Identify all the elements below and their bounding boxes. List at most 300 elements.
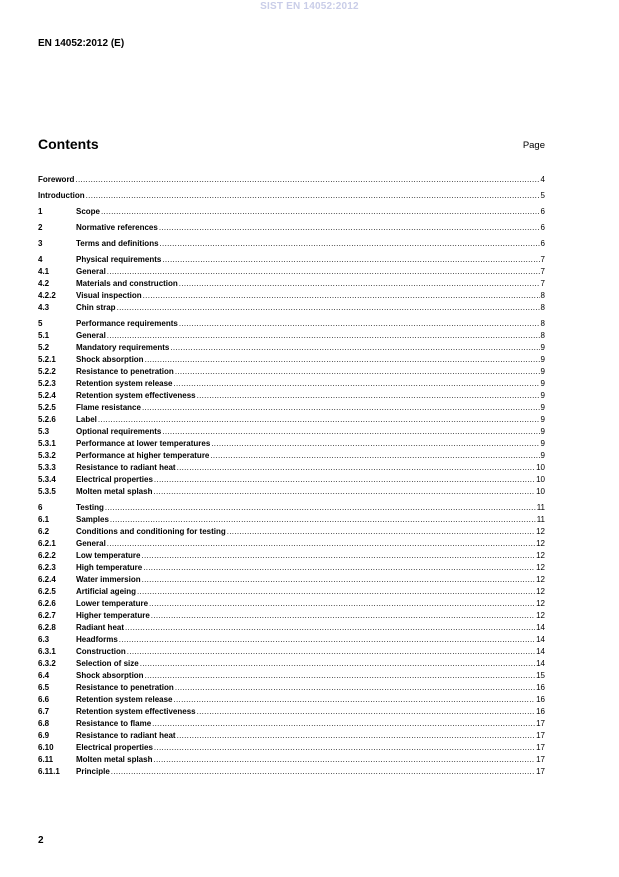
toc-entry-number: 5.2.3	[38, 379, 56, 388]
toc-entry-number: 6.1	[38, 515, 50, 524]
toc-entry[interactable]	[38, 694, 545, 706]
toc-entry-number: 6.2.1	[38, 539, 56, 548]
toc-entry-title: General	[76, 267, 106, 276]
toc-dot-leader	[101, 206, 540, 218]
toc-dot-leader	[151, 610, 535, 622]
toc-entry-page: 14	[536, 659, 545, 668]
toc-dot-leader	[107, 330, 540, 342]
toc-entry-page: 7	[540, 255, 545, 264]
toc-entry[interactable]	[38, 206, 545, 218]
toc-entry-page: 9	[540, 439, 545, 448]
toc-entry-title: Headforms	[76, 635, 118, 644]
toc-entry-number: 6.10	[38, 743, 54, 752]
toc-entry-title-wrap	[76, 450, 540, 462]
toc-entry-number: 6.6	[38, 695, 50, 704]
toc-entry-page: 14	[536, 635, 545, 644]
toc-dot-leader	[174, 378, 540, 390]
toc-entry[interactable]	[38, 390, 545, 402]
toc-entry-title: Retention system effectiveness	[76, 707, 196, 716]
toc-section	[38, 222, 545, 234]
toc-dot-leader	[141, 550, 535, 562]
toc-section	[38, 206, 545, 218]
toc-entry-title-wrap	[76, 586, 535, 598]
toc-entry-title-wrap	[76, 730, 535, 742]
toc-dot-leader	[149, 598, 535, 610]
toc-entry-title-wrap	[76, 462, 535, 474]
toc-entry[interactable]	[38, 526, 545, 538]
toc-entry-title-wrap	[76, 502, 536, 514]
toc-entry[interactable]	[38, 402, 545, 414]
toc-entry[interactable]	[38, 474, 545, 486]
toc-dot-leader	[227, 526, 535, 538]
table-of-contents	[38, 174, 545, 782]
toc-entry[interactable]	[38, 574, 545, 586]
toc-entry-number: 5.3.5	[38, 487, 56, 496]
toc-dot-leader	[145, 354, 540, 366]
toc-entry-number: 5.2.2	[38, 367, 56, 376]
toc-entry-title-wrap	[76, 414, 540, 426]
toc-entry-page: 16	[536, 683, 545, 692]
toc-entry[interactable]	[38, 278, 545, 290]
toc-dot-leader	[119, 634, 535, 646]
toc-entry-title: Foreword	[38, 175, 75, 184]
toc-entry-number: 5.2.5	[38, 403, 56, 412]
toc-entry-title-wrap	[76, 598, 535, 610]
toc-entry-number: 6.2.4	[38, 575, 56, 584]
toc-entry-title: Shock absorption	[76, 671, 144, 680]
toc-entry-title-wrap	[76, 658, 535, 670]
toc-entry-number: 4.2.2	[38, 291, 56, 300]
toc-entry[interactable]	[38, 598, 545, 610]
toc-entry-page: 11	[536, 515, 545, 524]
toc-dot-leader	[143, 290, 540, 302]
toc-entry-page: 10	[536, 475, 545, 484]
toc-entry-title: Resistance to penetration	[76, 683, 174, 692]
toc-entry-title-wrap	[76, 670, 535, 682]
toc-entry-number: 6.4	[38, 671, 50, 680]
toc-entry-number: 2	[38, 223, 43, 232]
toc-entry[interactable]	[38, 190, 545, 202]
toc-entry-title: High temperature	[76, 563, 143, 572]
toc-entry-title-wrap	[76, 646, 535, 658]
toc-entry-title: Label	[76, 415, 97, 424]
toc-entry-title-wrap	[76, 486, 535, 498]
toc-entry-page: 8	[540, 319, 545, 328]
toc-entry-title-wrap	[76, 402, 540, 414]
toc-entry-page: 17	[536, 767, 545, 776]
toc-entry-number: 4.2	[38, 279, 50, 288]
toc-entry[interactable]	[38, 502, 545, 514]
toc-entry-title: Retention system release	[76, 379, 173, 388]
toc-entry-page: 9	[540, 367, 545, 376]
toc-entry-title-wrap	[76, 682, 535, 694]
toc-entry-title: Performance requirements	[76, 319, 178, 328]
toc-entry-title: Physical requirements	[76, 255, 162, 264]
toc-entry-page: 16	[536, 707, 545, 716]
toc-entry[interactable]	[38, 438, 545, 450]
toc-dot-leader	[105, 502, 536, 514]
toc-entry-number: 6.2.3	[38, 563, 56, 572]
toc-entry-title-wrap	[76, 378, 540, 390]
toc-entry-title-wrap	[76, 610, 535, 622]
toc-entry-title: Performance at higher temperature	[76, 451, 210, 460]
toc-entry[interactable]	[38, 266, 545, 278]
toc-entry[interactable]	[38, 254, 545, 266]
toc-entry-title-wrap	[76, 278, 540, 290]
toc-dot-leader	[177, 730, 536, 742]
toc-entry-number: 6.5	[38, 683, 50, 692]
toc-section	[38, 502, 545, 778]
toc-entry-title-wrap	[76, 574, 535, 586]
toc-entry-number: 6.3.1	[38, 647, 56, 656]
toc-entry-title-wrap	[76, 634, 535, 646]
toc-entry-title: Chin strap	[76, 303, 116, 312]
toc-entry[interactable]	[38, 222, 545, 234]
toc-entry-title-wrap	[76, 550, 535, 562]
toc-entry-title: Higher temperature	[76, 611, 150, 620]
toc-dot-leader	[197, 390, 540, 402]
toc-entry-title: Introduction	[38, 191, 85, 200]
toc-entry-page: 8	[540, 303, 545, 312]
toc-entry-number: 6.7	[38, 707, 50, 716]
toc-entry-title-wrap	[76, 562, 535, 574]
toc-entry[interactable]	[38, 302, 545, 314]
toc-section	[38, 254, 545, 314]
toc-entry-title-wrap	[76, 390, 540, 402]
toc-dot-leader	[86, 190, 540, 202]
toc-entry-number: 5.3.2	[38, 451, 56, 460]
toc-entry[interactable]	[38, 646, 545, 658]
toc-entry-title-wrap	[76, 514, 536, 526]
toc-entry-number: 5.2	[38, 343, 50, 352]
toc-entry-page: 12	[536, 575, 545, 584]
toc-entry[interactable]	[38, 514, 545, 526]
toc-dot-leader	[175, 682, 535, 694]
toc-entry[interactable]	[38, 318, 545, 330]
toc-entry-title: General	[76, 539, 106, 548]
toc-entry-title: General	[76, 331, 106, 340]
toc-entry-page: 9	[540, 427, 545, 436]
toc-entry-title-wrap	[76, 474, 535, 486]
toc-entry-title-wrap	[76, 342, 540, 354]
toc-dot-leader	[162, 254, 539, 266]
toc-entry-title-wrap	[76, 622, 535, 634]
toc-section	[38, 190, 545, 202]
toc-entry-page: 12	[536, 599, 545, 608]
toc-entry-page: 10	[536, 487, 545, 496]
toc-entry-number: 5.2.6	[38, 415, 56, 424]
toc-entry-title-wrap	[76, 742, 535, 754]
toc-dot-leader	[154, 474, 535, 486]
toc-entry[interactable]	[38, 766, 545, 778]
toc-entry-page: 14	[536, 623, 545, 632]
toc-entry[interactable]	[38, 462, 545, 474]
toc-dot-leader	[137, 586, 535, 598]
toc-dot-leader	[153, 754, 535, 766]
toc-section	[38, 238, 545, 250]
toc-entry-title: Resistance to penetration	[76, 367, 174, 376]
toc-dot-leader	[117, 302, 540, 314]
toc-entry[interactable]	[38, 538, 545, 550]
toc-entry-title: Electrical properties	[76, 743, 153, 752]
toc-entry-title: Testing	[76, 503, 104, 512]
toc-entry-title-wrap	[76, 222, 540, 234]
toc-entry[interactable]	[38, 366, 545, 378]
toc-entry-page: 9	[540, 379, 545, 388]
toc-entry-page: 4	[540, 175, 545, 184]
toc-entry-title: Visual inspection	[76, 291, 142, 300]
toc-dot-leader	[179, 318, 540, 330]
toc-entry-number: 6.2	[38, 527, 50, 536]
toc-entry-title-wrap	[76, 438, 540, 450]
toc-entry-page: 6	[540, 239, 545, 248]
toc-entry-title: Resistance to flame	[76, 719, 152, 728]
toc-dot-leader	[179, 278, 540, 290]
toc-entry-page: 6	[540, 223, 545, 232]
toc-entry-number: 6.11.1	[38, 767, 60, 776]
watermark: SIST EN 14052:2012	[260, 1, 359, 12]
toc-dot-leader	[177, 462, 536, 474]
toc-entry-title-wrap	[38, 190, 540, 202]
toc-entry-title-wrap	[76, 254, 540, 266]
toc-entry-number: 1	[38, 207, 43, 216]
toc-entry-number: 6.8	[38, 719, 50, 728]
toc-dot-leader	[170, 342, 539, 354]
toc-entry-page: 9	[540, 391, 545, 400]
toc-entry-number: 6.2.7	[38, 611, 56, 620]
toc-entry[interactable]	[38, 562, 545, 574]
toc-entry[interactable]	[38, 658, 545, 670]
toc-dot-leader	[211, 438, 539, 450]
toc-dot-leader	[197, 706, 535, 718]
toc-dot-leader	[175, 366, 540, 378]
toc-entry-page: 6	[540, 207, 545, 216]
toc-entry-number: 5.2.1	[38, 355, 56, 364]
toc-entry[interactable]	[38, 670, 545, 682]
toc-entry-title-wrap	[76, 366, 540, 378]
toc-entry-page: 9	[540, 403, 545, 412]
toc-dot-leader	[98, 414, 540, 426]
toc-entry-title: Selection of size	[76, 659, 139, 668]
toc-entry-title: Molten metal splash	[76, 487, 153, 496]
toc-entry-number: 5.3.4	[38, 475, 56, 484]
toc-entry-title-wrap	[76, 694, 535, 706]
toc-entry-page: 9	[540, 415, 545, 424]
toc-dot-leader	[143, 562, 535, 574]
toc-entry-title: Optional requirements	[76, 427, 162, 436]
toc-entry-number: 6.3	[38, 635, 50, 644]
toc-entry-title: Low temperature	[76, 551, 141, 560]
toc-dot-leader	[111, 766, 535, 778]
toc-entry-page: 7	[540, 267, 545, 276]
toc-entry-title-wrap	[76, 766, 535, 778]
toc-entry-number: 6.3.2	[38, 659, 56, 668]
toc-entry-number: 6.9	[38, 731, 50, 740]
toc-entry-title: Principle	[76, 767, 110, 776]
toc-entry[interactable]	[38, 414, 545, 426]
toc-entry-page: 8	[540, 331, 545, 340]
toc-dot-leader	[110, 514, 536, 526]
toc-entry-page: 9	[540, 355, 545, 364]
toc-dot-leader	[125, 622, 535, 634]
toc-entry[interactable]	[38, 426, 545, 438]
toc-entry-page: 12	[536, 551, 545, 560]
toc-entry-title-wrap	[76, 526, 535, 538]
toc-entry-title: Resistance to radiant heat	[76, 463, 176, 472]
toc-entry[interactable]	[38, 290, 545, 302]
toc-entry-number: 4.3	[38, 303, 50, 312]
toc-entry[interactable]	[38, 706, 545, 718]
toc-entry-number: 4.1	[38, 267, 50, 276]
toc-dot-leader	[107, 538, 535, 550]
toc-dot-leader	[140, 658, 535, 670]
toc-entry[interactable]	[38, 342, 545, 354]
toc-entry-title-wrap	[76, 538, 535, 550]
toc-entry-title: Radiant heat	[76, 623, 125, 632]
toc-entry[interactable]	[38, 610, 545, 622]
toc-entry-page: 17	[536, 731, 545, 740]
toc-entry-title: Mandatory requirements	[76, 343, 170, 352]
toc-entry-title: Terms and definitions	[76, 239, 159, 248]
toc-entry-title: Artificial ageing	[76, 587, 137, 596]
toc-entry-number: 6.2.8	[38, 623, 56, 632]
toc-entry-title: Scope	[76, 207, 101, 216]
toc-dot-leader	[75, 174, 539, 186]
toc-entry-title-wrap	[76, 354, 540, 366]
toc-dot-leader	[152, 718, 535, 730]
toc-entry-title-wrap	[38, 174, 540, 186]
toc-entry-number: 5.3.3	[38, 463, 56, 472]
toc-entry-title: Lower temperature	[76, 599, 149, 608]
toc-entry-title-wrap	[76, 718, 535, 730]
toc-entry-page: 12	[536, 611, 545, 620]
toc-entry-number: 6.2.2	[38, 551, 56, 560]
toc-entry-page: 17	[536, 743, 545, 752]
toc-entry[interactable]	[38, 174, 545, 186]
toc-dot-leader	[127, 646, 535, 658]
toc-dot-leader	[159, 222, 540, 234]
toc-dot-leader	[145, 670, 536, 682]
toc-dot-leader	[154, 742, 535, 754]
toc-dot-leader	[210, 450, 539, 462]
toc-entry-page: 16	[536, 695, 545, 704]
toc-entry[interactable]	[38, 586, 545, 598]
toc-entry-number: 6.2.6	[38, 599, 56, 608]
contents-heading: Contents	[38, 136, 99, 152]
toc-entry-page: 12	[536, 527, 545, 536]
toc-entry-title: Resistance to radiant heat	[76, 731, 176, 740]
toc-entry-number: 6	[38, 503, 43, 512]
toc-entry[interactable]	[38, 718, 545, 730]
toc-entry-title: Molten metal splash	[76, 755, 153, 764]
toc-entry-title: Materials and construction	[76, 279, 178, 288]
toc-entry-title-wrap	[76, 206, 540, 218]
toc-dot-leader	[142, 402, 540, 414]
toc-entry-page: 8	[540, 291, 545, 300]
toc-dot-leader	[174, 694, 536, 706]
toc-entry[interactable]	[38, 486, 545, 498]
toc-entry[interactable]	[38, 730, 545, 742]
toc-dot-leader	[160, 238, 540, 250]
toc-entry[interactable]	[38, 378, 545, 390]
toc-section	[38, 174, 545, 186]
toc-entry-title: Shock absorption	[76, 355, 144, 364]
toc-entry-number: 5.2.4	[38, 391, 56, 400]
toc-entry-title-wrap	[76, 330, 540, 342]
toc-entry-title: Retention system release	[76, 695, 173, 704]
toc-entry-number: 4	[38, 255, 43, 264]
toc-entry-title: Flame resistance	[76, 403, 141, 412]
toc-entry-page: 7	[540, 279, 545, 288]
toc-entry[interactable]	[38, 622, 545, 634]
toc-entry-page: 11	[536, 503, 545, 512]
toc-entry-page: 14	[536, 647, 545, 656]
toc-entry[interactable]	[38, 682, 545, 694]
toc-entry[interactable]	[38, 634, 545, 646]
toc-entry[interactable]	[38, 238, 545, 250]
page-column-label: Page	[522, 140, 545, 151]
toc-entry[interactable]	[38, 742, 545, 754]
toc-entry[interactable]	[38, 354, 545, 366]
toc-entry-title-wrap	[76, 238, 540, 250]
toc-entry-number: 5.3	[38, 427, 50, 436]
toc-entry[interactable]	[38, 754, 545, 766]
toc-entry-number: 5.1	[38, 331, 50, 340]
toc-entry-page: 9	[540, 451, 545, 460]
toc-entry-title-wrap	[76, 426, 540, 438]
toc-entry[interactable]	[38, 330, 545, 342]
toc-dot-leader	[142, 574, 535, 586]
toc-entry-page: 12	[536, 587, 545, 596]
toc-entry-page: 9	[540, 343, 545, 352]
toc-section	[38, 318, 545, 498]
toc-entry-page: 17	[536, 755, 545, 764]
toc-entry-title: Conditions and conditioning for testing	[76, 527, 226, 536]
toc-entry-title-wrap	[76, 754, 535, 766]
document-id: EN 14052:2012 (E)	[38, 38, 125, 49]
toc-entry-page: 12	[536, 563, 545, 572]
toc-entry-page: 12	[536, 539, 545, 548]
toc-dot-leader	[107, 266, 540, 278]
toc-entry-title: Retention system effectiveness	[76, 391, 196, 400]
page-number: 2	[38, 835, 44, 846]
toc-entry-page: 5	[540, 191, 545, 200]
toc-entry-title: Samples	[76, 515, 109, 524]
toc-entry-title: Water immersion	[76, 575, 141, 584]
toc-entry-title: Construction	[76, 647, 126, 656]
toc-entry-title-wrap	[76, 302, 540, 314]
toc-entry[interactable]	[38, 450, 545, 462]
toc-dot-leader	[162, 426, 539, 438]
toc-entry-title-wrap	[76, 318, 540, 330]
toc-entry-page: 17	[536, 719, 545, 728]
toc-entry-title: Performance at lower temperatures	[76, 439, 211, 448]
toc-entry-number: 6.11	[38, 755, 54, 764]
toc-entry-title: Electrical properties	[76, 475, 153, 484]
toc-dot-leader	[153, 486, 535, 498]
toc-entry-number: 5.3.1	[38, 439, 56, 448]
toc-entry-title-wrap	[76, 266, 540, 278]
toc-entry-page: 15	[536, 671, 545, 680]
toc-entry-number: 6.2.5	[38, 587, 56, 596]
toc-entry-number: 5	[38, 319, 43, 328]
toc-entry[interactable]	[38, 550, 545, 562]
toc-entry-page: 10	[536, 463, 545, 472]
toc-entry-title-wrap	[76, 290, 540, 302]
toc-entry-number: 3	[38, 239, 43, 248]
toc-entry-title: Normative references	[76, 223, 158, 232]
toc-entry-title-wrap	[76, 706, 535, 718]
